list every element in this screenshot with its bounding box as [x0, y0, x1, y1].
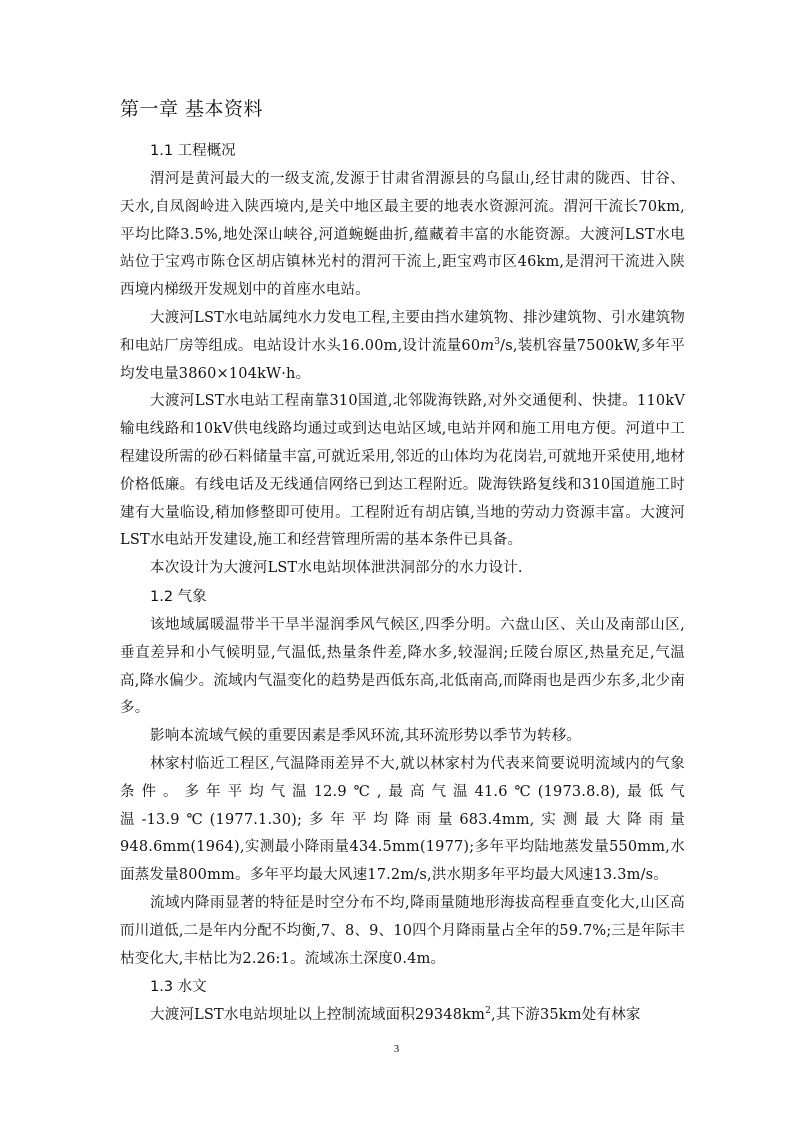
text-run: ,其下游35km处有林家	[491, 1007, 641, 1024]
paragraph: 林家村临近工程区,气温降雨差异不大,就以林家村为代表来简要说明流域内的气象条件。多年平均气温12.9℃,最高气温41.6℃(1973.8.8),最低气温-13.9℃(1977.1.30);多年平均降雨量683.4mm,实测最大降雨量948.6mm(1964),实测最小降雨量434.5mm(1977);多年平均陆地蒸发量550mm,水面蒸发量800mm。多年平均最大风速17.2m/s,洪水期多年平均最大风速13.3m/s。	[120, 755, 685, 884]
superscript: 3	[494, 336, 501, 347]
text-run: 大渡河LST水电站坝址以上控制流域面积29348km	[150, 1007, 486, 1024]
paragraph: 流域内降雨显著的特征是时空分布不均,降雨量随地形海拔高程垂直变化大,山区高而川道低,二是年内分配不均衡,7、8、9、10四个月降雨量占全年的59.7%;三是年际丰枯变化大,丰枯比为2.26:1。流域冻土深度0.4m。	[120, 894, 685, 967]
page-number: 3	[393, 1043, 400, 1055]
section-heading-1-1: 1.1 工程概况	[150, 143, 236, 159]
paragraph: 该地域属暖温带半干旱半湿润季风气候区,四季分明。六盘山区、关山及南部山区,垂直差异和小气候明显,气温低,热量条件差,降水多,较湿润;丘陵台原区,热量充足,气温高,降水偏少。流域内气温变化的趋势是西低东高,北低南高,而降雨也是西少东多,北少南多。	[120, 616, 685, 717]
paragraph: 影响本流域气候的重要因素是季风环流,其环流形势以季节为转移。	[150, 728, 582, 745]
page-content	[120, 95, 685, 1030]
text-run: /s,装机容量7500kW,多年平均发电量3860×104kW·h。	[120, 337, 685, 382]
paragraph-catchment-area	[120, 1002, 685, 1030]
chapter-title: 第一章 基本资料	[120, 98, 264, 120]
paragraph-design-params	[120, 305, 685, 388]
superscript: 2	[485, 1006, 492, 1017]
paragraph: 本次设计为大渡河LST水电站坝体泄洪洞部分的水力设计.	[150, 560, 523, 577]
section-heading-1-2: 1.2 气象	[150, 588, 207, 605]
paragraph: 大渡河LST水电站工程南靠310国道,北邻陇海铁路,对外交通便利、快捷。110kV输电线路和10kV供电线路均通过或到达电站区域,电站并网和施工用电方便。河道中工程建设所需的砂石料储量丰富,可就近采用,邻近的山体均为花岗岩,可就地开采使用,地材价格低廉。有线电话及无线通信网络已到达工程附近。陇海铁路复线和310国道施工时建有大量临设,稍加修整即可使用。工程附近有胡店镇,当地的劳动力资源丰富。大渡河LST水电站开发建设,施工和经营管理所需的基本条件已具备。	[120, 393, 685, 549]
paragraph: 渭河是黄河最大的一级支流,发源于甘肃省渭源县的乌鼠山,经甘肃的陇西、甘谷、天水,自凤阁岭进入陕西境内,是关中地区最主要的地表水资源河流。渭河干流长70km,平均比降3.5%,地处深山峡谷,河道蜿蜒曲折,蕴藏着丰富的水能资源。大渡河LST水电站位于宝鸡市陈仓区胡店镇林光村的渭河干流上,距宝鸡市区46km,是渭河干流进入陕西境内梯级开发规划中的首座水电站。	[120, 171, 685, 299]
section-heading-1-3: 1.3 水文	[150, 979, 207, 996]
text-run: 大渡河LST水电站属纯水力发电工程,主要由挡水建筑物、排沙建筑物、引水建筑物和电站厂房等组成。电站设计水头16.00m,设计流量60	[120, 309, 685, 354]
unit-symbol: m	[480, 337, 495, 354]
